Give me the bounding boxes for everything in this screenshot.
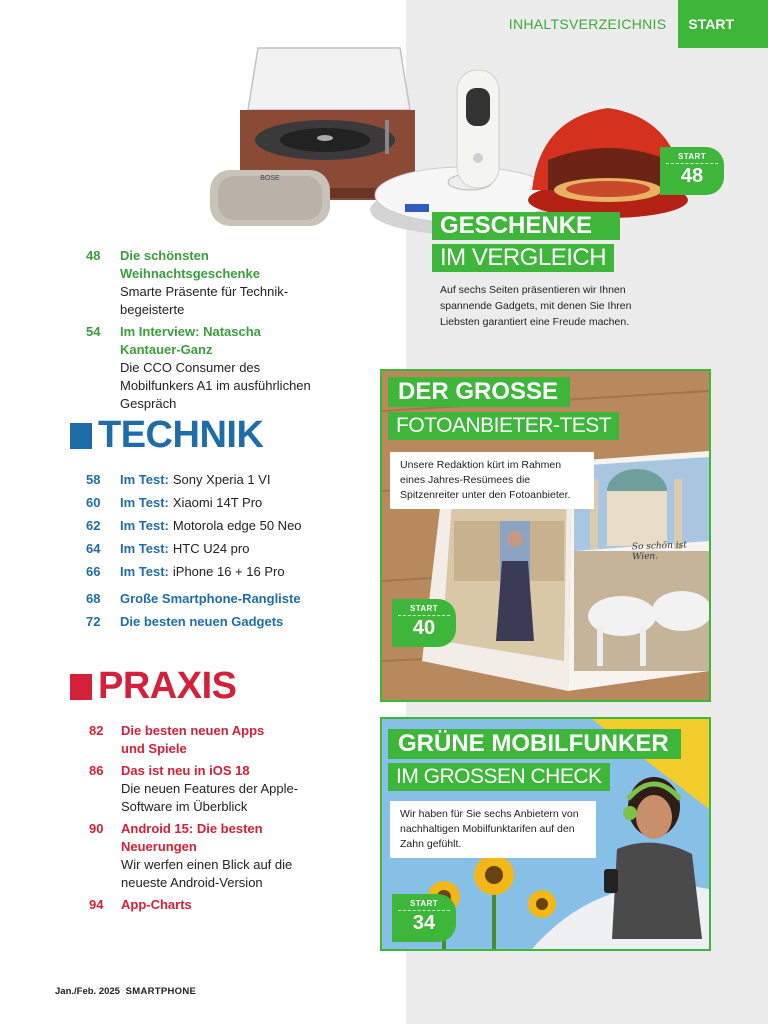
section-title: PRAXIS: [98, 665, 237, 707]
svg-text:BOSE: BOSE: [260, 175, 280, 182]
toc-prefix: Im Test:: [120, 472, 169, 487]
toc-title: Motorola edge 50 Neo: [172, 518, 302, 533]
toc-page-number: 94: [89, 897, 104, 912]
toc-title: Sony Xperia 1 VI: [172, 472, 271, 487]
toc-title: Die schönsten Weihnachtsgeschenke: [120, 248, 260, 281]
toc-description: Die CCO Consumer des Mobilfunkers A1 im ausführlichen Gespräch: [120, 360, 311, 411]
start-badge-48[interactable]: [660, 147, 724, 195]
toc-entry[interactable]: [89, 722, 351, 758]
toc-entry[interactable]: [89, 820, 351, 892]
badge-label: START: [409, 604, 439, 613]
page-footer: [55, 986, 196, 997]
toc-page-number: 58: [86, 472, 101, 487]
toc-entry[interactable]: [89, 896, 351, 914]
magazine-name: SMARTPHONE: [125, 986, 197, 997]
mobile-box-description: Wir haben für Sie sechs Anbietern von nachhaltigen Mobilfunktarifen auf den Zahn gefühlt.: [390, 801, 596, 858]
feature-headline: [432, 212, 620, 272]
toc-page-number: 66: [86, 564, 101, 579]
toc-page-number: 64: [86, 541, 101, 556]
toc-entry[interactable]: [86, 471, 305, 489]
toc-title: Android 15: Die besten Neuerungen: [121, 821, 263, 854]
toc-page-number: 54: [86, 324, 101, 339]
toc-title: Im Interview: Natascha Kantauer-Ganz: [120, 324, 261, 357]
toc-title: Xiaomi 14T Pro: [172, 495, 263, 510]
toc-entry[interactable]: [86, 517, 305, 535]
mobile-box-title-line1: GRÜNE MOBILFUNKER: [388, 729, 681, 759]
toc-entry[interactable]: [86, 323, 350, 413]
toc-page-number: 86: [89, 763, 104, 778]
section-heading-technik: [70, 414, 263, 457]
technik-toc: [86, 471, 305, 636]
section-title: TECHNIK: [98, 414, 264, 456]
toc-prefix: Im Test:: [120, 518, 169, 533]
toc-page-number: 72: [86, 614, 101, 629]
feature-title-line2: IM VERGLEICH: [432, 244, 614, 272]
toc-title: iPhone 16 + 16 Pro: [172, 564, 285, 579]
toc-title: HTC U24 pro: [172, 541, 250, 556]
section-heading-praxis: [70, 665, 236, 708]
nav-contents-link[interactable]: INHALTSVERZEICHNIS: [508, 16, 667, 32]
toc-prefix: Im Test:: [120, 541, 169, 556]
gadgets-illustration: [200, 40, 700, 240]
photo-box-title-line1: DER GROSSE: [388, 377, 570, 407]
nav-start-tab[interactable]: START: [678, 0, 768, 48]
badge-label: START: [409, 899, 439, 908]
book-caption: So schön ist Wien.: [631, 540, 688, 563]
speaker-image: [210, 170, 330, 226]
toc-title: Große Smartphone-Rangliste: [120, 591, 301, 606]
mobile-box-title-line2: IM GROSSEN CHECK: [388, 763, 610, 791]
badge-page: 48: [680, 165, 704, 187]
toc-entry[interactable]: [86, 247, 350, 319]
toc-entry[interactable]: [86, 613, 305, 631]
toc-entry[interactable]: [86, 563, 305, 581]
toc-prefix: Im Test:: [120, 495, 169, 510]
toc-title: App-Charts: [121, 897, 192, 912]
toc-page-number: 48: [86, 248, 101, 263]
toc-page-number: 90: [89, 821, 104, 836]
photo-box-title-line2: FOTOANBIETER-TEST: [388, 412, 619, 440]
section-marker: [70, 423, 92, 449]
toc-entry[interactable]: [86, 494, 305, 512]
photo-test-teaser[interactable]: [380, 369, 711, 702]
toc-page-number: 82: [89, 723, 104, 738]
badge-label: START: [677, 152, 707, 161]
toc-title: Die besten neuen Gadgets: [120, 614, 284, 629]
toc-entry[interactable]: [89, 762, 351, 816]
start-badge-34[interactable]: [392, 894, 456, 942]
intro-toc: [86, 247, 350, 413]
smart-device-image: [457, 70, 499, 188]
toc-entry[interactable]: [86, 540, 305, 558]
toc-title: Die besten neuen Apps und Spiele: [121, 723, 265, 756]
feature-title-line1: GESCHENKE: [432, 212, 620, 240]
toc-page-number: 68: [86, 591, 101, 606]
feature-description: Auf sechs Seiten präsentieren wir Ihnen spannende Gadgets, mit denen Sie Ihren Liebsten garantiert eine Freude machen.: [440, 284, 632, 328]
toc-description: Wir werfen einen Blick auf die neueste Android-Version: [121, 857, 293, 890]
badge-page: 34: [412, 912, 436, 934]
badge-page: 40: [412, 617, 436, 639]
toc-page-number: 60: [86, 495, 101, 510]
praxis-toc: [89, 722, 351, 914]
issue-date: Jan./Feb. 2025: [55, 986, 120, 997]
toc-description: Smarte Präsente für Technik-begeisterte: [120, 284, 289, 317]
toc-page-number: 62: [86, 518, 101, 533]
section-marker: [70, 674, 92, 700]
toc-description: Die neuen Features der Apple-Software im Überblick: [121, 781, 299, 814]
photo-box-description: Unsere Redaktion kürt im Rahmen eines Jahres-Resümees die Spitzenreiter unter den Fotoanbieter.: [390, 452, 594, 509]
toc-entry[interactable]: [86, 590, 305, 608]
toc-title: Das ist neu in iOS 18: [121, 763, 250, 778]
start-badge-40[interactable]: [392, 599, 456, 647]
toc-prefix: Im Test:: [120, 564, 169, 579]
